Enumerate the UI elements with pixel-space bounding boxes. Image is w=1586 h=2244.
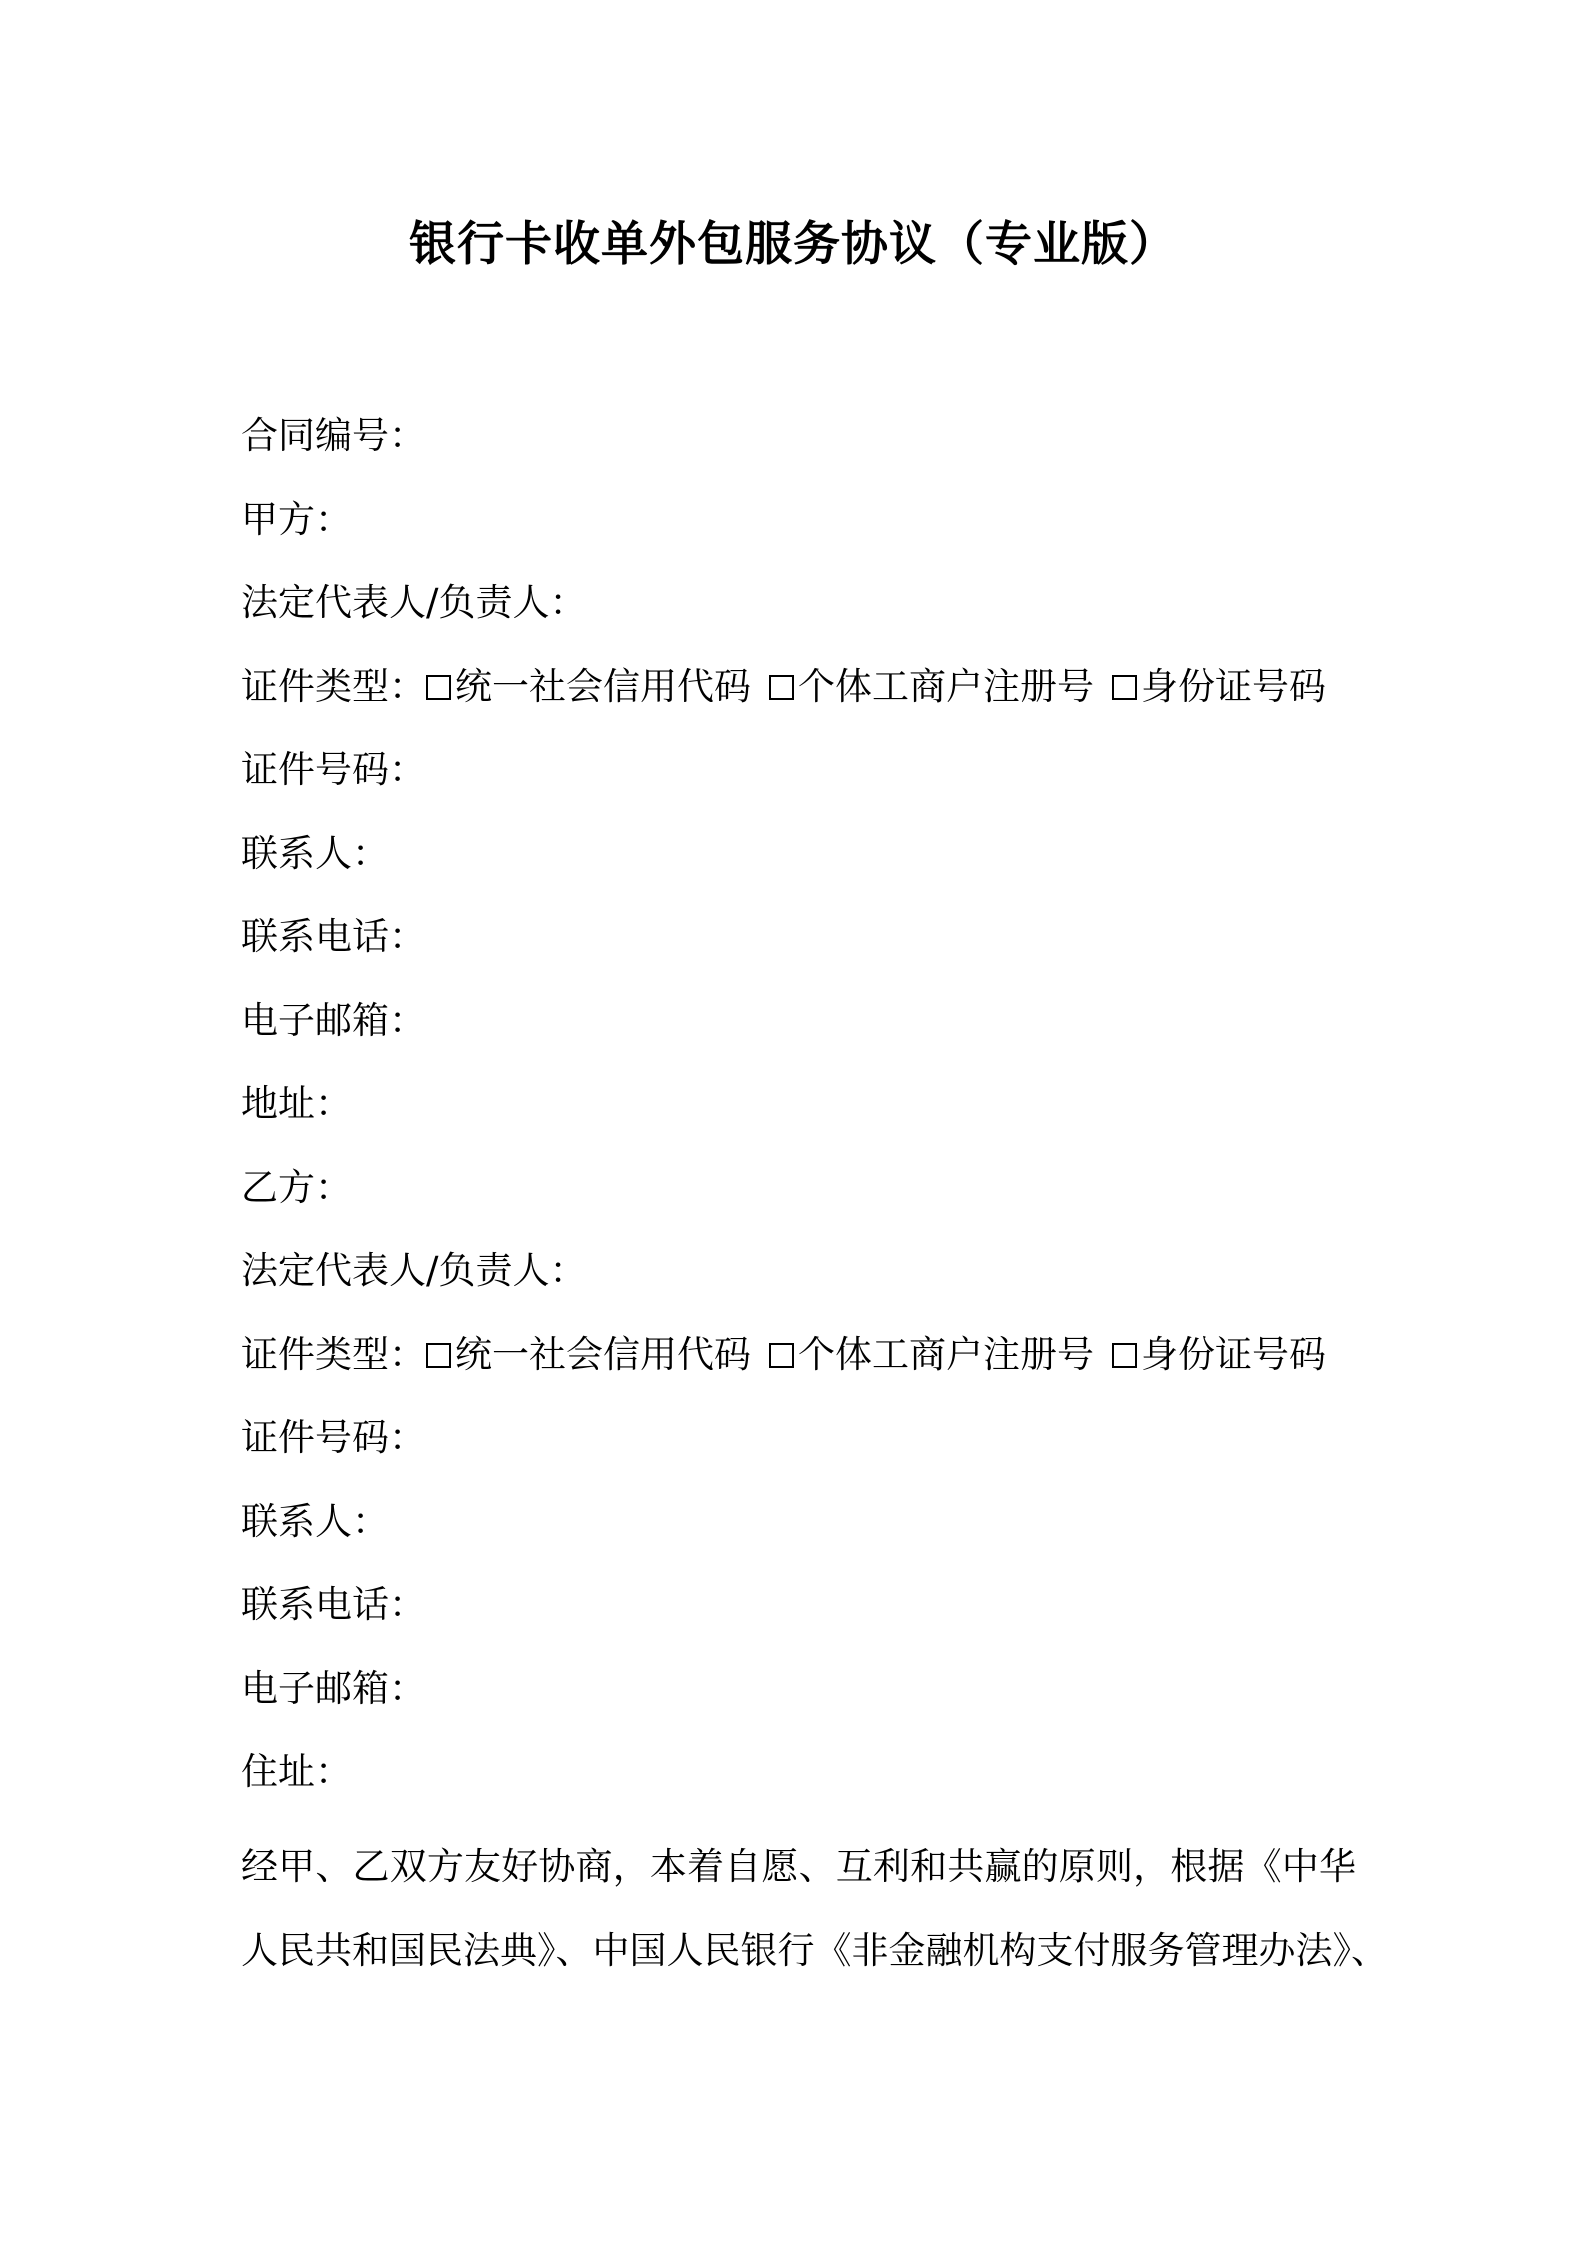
option-label: 身份证号码 [1141,1332,1326,1376]
checkbox[interactable] [769,1343,794,1368]
option-label: 统一社会信用代码 [455,1332,751,1376]
party-a-contact-field: 联系人： [241,831,389,875]
document-title: 银行卡收单外包服务协议（专业版） [409,217,1177,272]
option-label: 个体工商户注册号 [798,1332,1094,1376]
checkbox[interactable] [426,675,451,700]
id-type-option[interactable] [426,1333,751,1376]
party-b-label: 乙方： [241,1165,352,1209]
checkbox[interactable] [769,675,794,700]
id-type-label: 证件类型： [241,1332,426,1376]
paragraph-line: 经甲、乙双方友好协商，本着自愿、互利和共赢的原则，根据《中华 [241,1845,1356,1888]
party-b-id-type-field [241,1324,1361,1408]
option-label: 身份证号码 [1141,664,1326,708]
party-a-id-number-field: 证件号码： [241,748,426,791]
party-b-email-field: 电子邮箱： [241,1666,426,1710]
party-a-label: 甲方： [241,497,352,541]
party-a-phone-field: 联系电话： [241,915,426,958]
id-type-option[interactable] [769,665,1094,708]
id-type-option[interactable] [426,665,751,708]
id-type-option[interactable] [1112,1333,1326,1376]
id-type-option[interactable] [1112,665,1326,708]
party-a-address-field: 地址： [241,1082,352,1125]
option-label: 个体工商户注册号 [798,664,1094,708]
party-b-phone-field: 联系电话： [241,1583,426,1626]
party-a-id-type-field [241,656,1361,740]
id-type-option[interactable] [769,1333,1094,1376]
paragraph-line: 人民共和国民法典》、中国人民银行《非金融机构支付服务管理办法》、 [241,1928,1388,1972]
party-a-legal-rep-field: 法定代表人/负责人： [241,581,587,624]
party-b-contact-field: 联系人： [241,1499,389,1543]
party-a-email-field: 电子邮箱： [241,998,426,1042]
party-b-address-field: 住址： [241,1750,352,1793]
id-type-label: 证件类型： [241,664,426,708]
contract-number-field: 合同编号： [241,414,426,457]
party-info-fields [241,405,1361,1825]
checkbox[interactable] [1112,675,1137,700]
party-b-legal-rep-field: 法定代表人/负责人： [241,1249,587,1292]
intro-paragraph [241,1825,1388,1992]
checkbox[interactable] [1112,1343,1137,1368]
party-b-id-number-field: 证件号码： [241,1416,426,1459]
option-label: 统一社会信用代码 [455,664,751,708]
checkbox[interactable] [426,1343,451,1368]
